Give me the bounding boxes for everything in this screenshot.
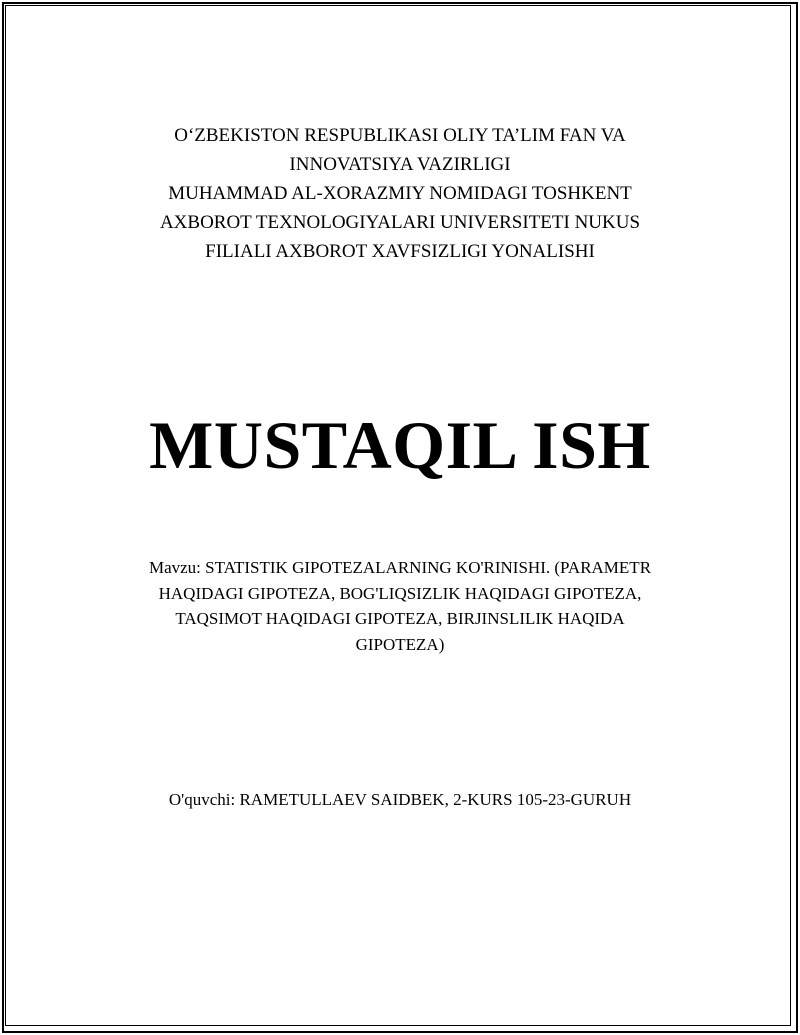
header-line: FILIALI AXBOROT XAVFSIZLIGI YONALISHI xyxy=(205,241,595,262)
topic-line: GIPOTEZA) xyxy=(355,634,445,654)
topic-line: TAQSIMOT HAQIDAGI GIPOTEZA, BIRJINSLILIK HAQIDA xyxy=(175,609,625,628)
header-line: AXBOROT TEXNOLOGIYALARI UNIVERSITETI NUKUS xyxy=(159,212,641,233)
topic-line: HAQIDAGI GIPOTEZA, BOG'LIQSIZLIK HAQIDAGI GIPOTEZA, xyxy=(158,583,642,603)
topic-line: Mavzu: STATISTIK GIPOTEZALARNING KO'RINISHI. (PARAMETR xyxy=(148,558,652,577)
header-line: MUHAMMAD AL-XORAZMIY NOMIDAGI TOSHKENT xyxy=(168,183,632,204)
institution-header xyxy=(0,121,800,266)
student-info: O'quvchi: RAMETULLAEV SAIDBEK, 2-KURS 105-23-GURUH xyxy=(168,790,632,809)
topic-section xyxy=(100,555,700,657)
header-line: O‘ZBEKISTON RESPUBLIKASI OLIY TA’LIM FAN VA xyxy=(174,125,626,146)
header-line: INNOVATSIYA VAZIRLIGI xyxy=(289,154,511,175)
document-title: MUSTAQIL ISH xyxy=(149,407,651,483)
